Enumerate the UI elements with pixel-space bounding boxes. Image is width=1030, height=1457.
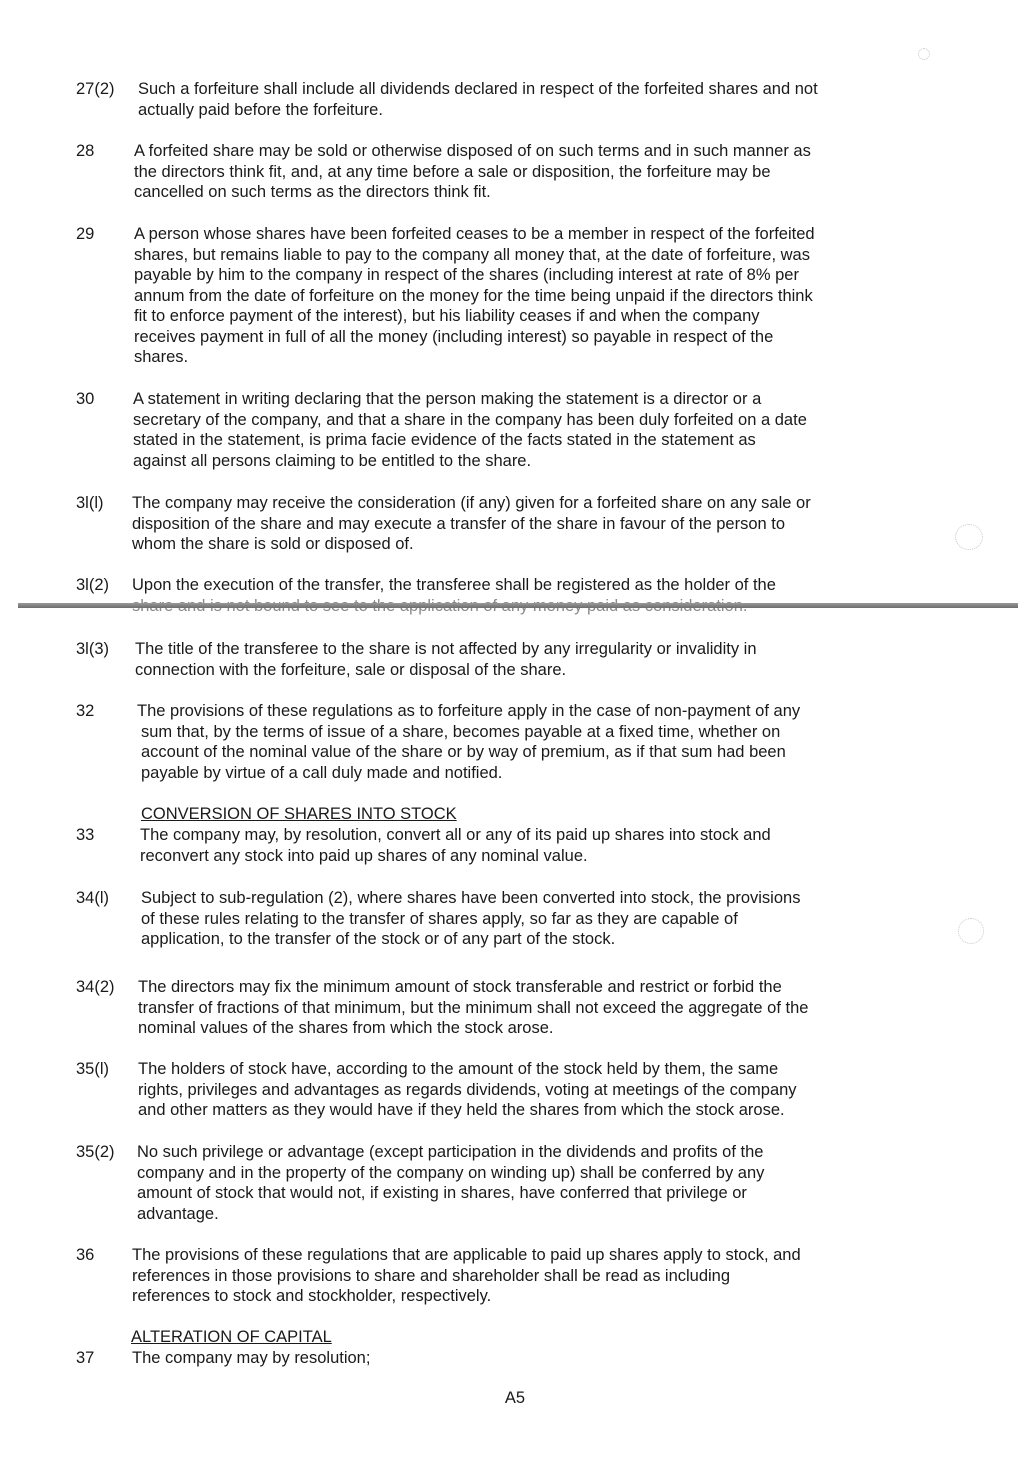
clause-line: A person whose shares have been forfeited ceases to be a member in respect of the forfeited [134, 225, 815, 243]
clause-line: cancelled on such terms as the directors think fit. [134, 183, 491, 201]
clause-line: disposition of the share and may execute a transfer of the share in favour of the person to [132, 514, 786, 533]
clause-line: account of the nominal value of the share or by way of premium, as if that sum had been [141, 743, 786, 761]
clause-text [134, 141, 934, 203]
clause-line: amount of stock that would not, if existing in shares, have conferred that privilege or [137, 1184, 747, 1202]
clause-line: Upon the execution of the transfer, the transferee shall be registered as the holder of the [132, 576, 776, 594]
clause-line: nominal values of the shares from which the stock arose. [138, 1019, 554, 1037]
clause-number: 37 [76, 1349, 95, 1367]
clause-line: connection with the forfeiture, sale or disposal of the share. [135, 660, 567, 679]
clause-number: 29 [76, 225, 95, 243]
scan-artifact [958, 918, 984, 944]
clause-text [141, 888, 941, 950]
page-number: A5 [504, 1389, 526, 1407]
clause-line: The directors may fix the minimum amount of stock transferable and restrict or forbid the [138, 978, 782, 996]
clause-line: whom the share is sold or disposed of. [132, 535, 414, 553]
clause-line: Subject to sub-regulation (2), where shares have been converted into stock, the provisions [141, 889, 801, 907]
clause-text [138, 1059, 938, 1121]
clause-line: advantage. [137, 1204, 219, 1223]
scan-artifact [918, 48, 930, 60]
clause-line: against all persons claiming to be entitled to the share. [133, 451, 532, 470]
clause-line: No such privilege or advantage (except participation in the dividends and profits of the [137, 1143, 764, 1161]
clause-text [132, 1245, 932, 1307]
clause-line: payable by virtue of a call duly made and notified. [141, 763, 503, 782]
clause-text [137, 701, 937, 783]
clause-line: The holders of stock have, according to the amount of the stock held by them, the same [138, 1060, 779, 1078]
clause-line: shares. [134, 348, 189, 366]
clause-number: 32 [76, 702, 95, 720]
scan-fold-line [18, 603, 1018, 608]
clause-line: secretary of the company, and that a share in the company has been duly forfeited on a date [133, 410, 807, 429]
clause-text [138, 79, 938, 120]
clause-text [132, 575, 932, 616]
clause-line: rights, privileges and advantages as regards dividends, voting at meetings of the company [138, 1080, 797, 1099]
clause-line: The title of the transferee to the share is not affected by any irregularity or invalidity in [135, 640, 757, 658]
clause-line: A forfeited share may be sold or otherwise disposed of on such terms and in such manner as [134, 142, 811, 160]
clause-line: Such a forfeiture shall include all dividends declared in respect of the forfeited shares and not [138, 80, 818, 98]
clause-number: 3l(l) [76, 494, 104, 512]
clause-number: 27(2) [76, 80, 115, 98]
clause-line: reconvert any stock into paid up shares of any nominal value. [140, 846, 588, 865]
section-heading-alteration: ALTERATION OF CAPITAL [131, 1328, 332, 1346]
clause-line: references in those provisions to share and shareholder shall be read as including [132, 1266, 731, 1285]
clause-line: The company may by resolution; [132, 1349, 371, 1367]
clause-line: fit to enforce payment of the interest), but his liability ceases if and when the company [134, 307, 760, 325]
clause-number: 3l(3) [76, 640, 110, 658]
clause-text [135, 639, 935, 680]
clause-number: 36 [76, 1246, 95, 1264]
scan-artifact [955, 524, 983, 550]
clause-text [137, 1142, 937, 1224]
clause-text [140, 825, 940, 866]
clause-number: 33 [76, 826, 95, 844]
clause-line: The company may, by resolution, convert all or any of its paid up shares into stock and [140, 826, 771, 844]
clause-line: The company may receive the consideration (if any) given for a forfeited share on any sale or [132, 494, 811, 512]
clause-line: transfer of fractions of that minimum, but the minimum shall not exceed the aggregate of the [138, 998, 809, 1017]
clause-number: 30 [76, 390, 95, 408]
clause-line: The provisions of these regulations as to forfeiture apply in the case of non-payment of any [137, 702, 801, 720]
clause-number: 35(l) [76, 1060, 110, 1078]
clause-line: application, to the transfer of the stock or of any part of the stock. [141, 930, 616, 948]
clause-line: shares, but remains liable to pay to the company all money that, at the date of forfeiture, was [134, 245, 810, 264]
clause-line: payable by him to the company in respect of the shares (including interest at rate of 8% per [134, 266, 799, 284]
clause-text [132, 493, 932, 555]
clause-line: company and in the property of the company on winding up) shall be conferred by any [137, 1163, 765, 1182]
clause-text [132, 1348, 932, 1369]
clause-line: actually paid before the forfeiture. [138, 100, 383, 119]
clause-number: 35(2) [76, 1143, 115, 1161]
clause-line: The provisions of these regulations that are applicable to paid up shares apply to stock, and [132, 1246, 801, 1264]
clause-text [133, 389, 933, 471]
clause-line: A statement in writing declaring that the person making the statement is a director or a [133, 390, 762, 408]
clause-line: and other matters as they would have if they held the shares from which the stock arose. [138, 1101, 785, 1119]
clause-number: 3l(2) [76, 576, 110, 594]
clause-line: of these rules relating to the transfer of shares apply, so far as they are capable of [141, 909, 738, 928]
clause-number: 34(l) [76, 889, 110, 907]
section-heading-conversion: CONVERSION OF SHARES INTO STOCK [141, 805, 457, 823]
clause-line: receives payment in full of all the money (including interest) so payable in respect of the [134, 327, 774, 346]
clause-line: sum that, by the terms of issue of a share, becomes payable at a fixed time, whether on [141, 722, 781, 741]
clause-number: 34(2) [76, 978, 115, 996]
clause-line: annum from the date of forfeiture on the money for the time being unpaid if the directors think [134, 286, 813, 305]
clause-line: references to stock and stockholder, respectively. [132, 1287, 492, 1305]
clause-text [138, 977, 938, 1039]
clause-number: 28 [76, 142, 95, 160]
clause-text [134, 224, 934, 368]
clause-line: stated in the statement, is prima facie evidence of the facts stated in the statement as [133, 431, 756, 449]
clause-line: the directors think fit, and, at any time before a sale or disposition, the forfeiture may be [134, 162, 771, 181]
